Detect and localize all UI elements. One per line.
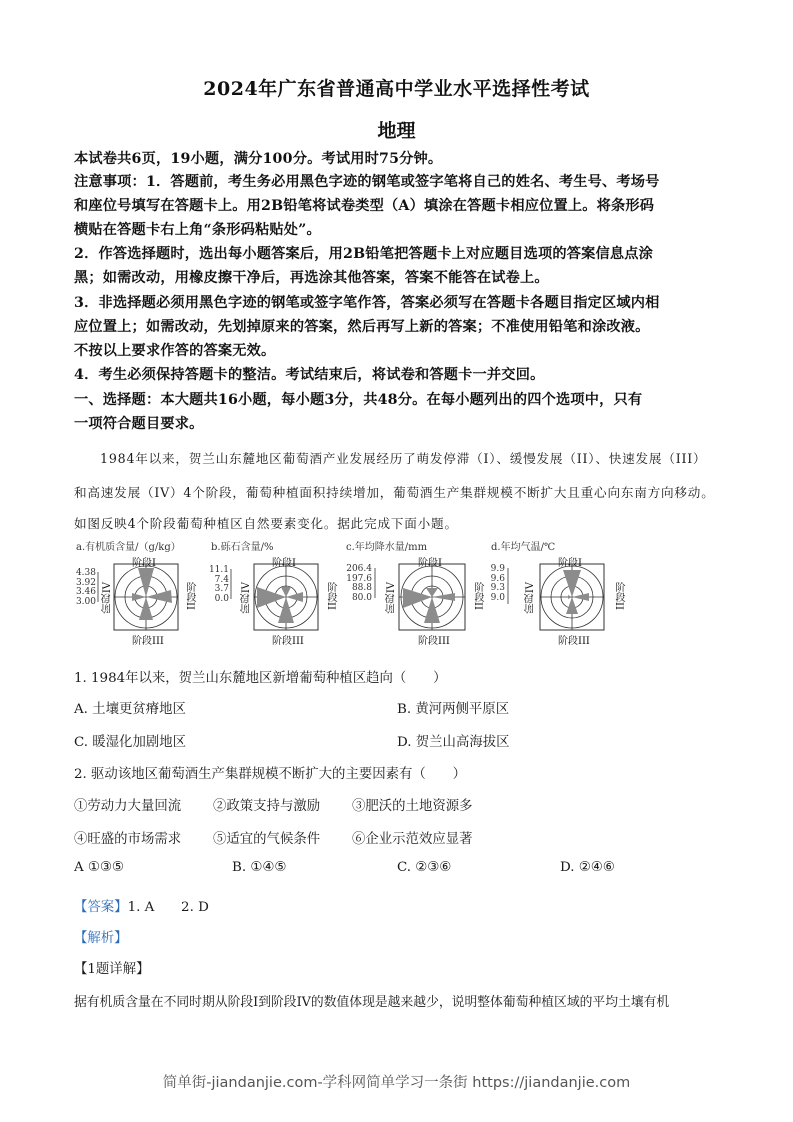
chart-precipitation xyxy=(342,538,492,656)
notice-line: 黑；如需改动，用橡皮擦干净后，再选涂其他答案，答案不能答在试卷上。 xyxy=(74,270,549,286)
exam-intro: 本试卷共6页，19小题，满分100分。考试用时75分钟。 xyxy=(74,151,443,167)
q1-option-a: A. 土壤更贫瘠地区 xyxy=(74,702,186,717)
q2-factor: ①劳动力大量回流 xyxy=(74,799,182,814)
axis-label: 阶段I xyxy=(132,558,156,569)
answer-label-open: 【 xyxy=(74,900,88,915)
q2-factor: ⑥企业示范效应显著 xyxy=(352,832,473,847)
notice-line: 注意事项：1．答题前，考生务必用黑色字迹的钢笔或签字笔将自己的姓名、考生号、考场号 xyxy=(74,174,660,190)
axis-label: 阶段III xyxy=(418,636,450,647)
q2-option-c: C. ②③⑥ xyxy=(397,860,452,875)
q2-factor: ④旺盛的市场需求 xyxy=(74,832,182,847)
notice-line: 不按以上要求作答的答案无效。 xyxy=(74,343,276,359)
chart-ticks: 11.1 7.4 3.7 0.0 xyxy=(208,565,229,604)
section-heading: 一、选择题：本大题共16小题，每小题3分，共48分。在每小题列出的四个选项中，只有 xyxy=(74,392,643,408)
passage-line: 如图反映4个阶段葡萄种植区自然要素变化。据此完成下面小题。 xyxy=(74,516,458,531)
chart-temperature xyxy=(487,538,637,656)
analysis-label-close: 】 xyxy=(114,931,128,946)
answer-text: 1. A 2. D xyxy=(127,900,209,915)
chart-title: c.年均降水量/mm xyxy=(346,542,428,553)
notice-line: 3．非选择题必须用黑色字迹的钢笔或签字笔作答，答案必须写在答题卡各题目指定区域内相 xyxy=(74,295,660,311)
axis-label: 阶段IV xyxy=(525,582,536,614)
detail-text: 据有机质含量在不同时期从阶段I到阶段IV的数值体现是越来越少，说明整体葡萄种植区域的平均土壤有机 xyxy=(74,995,670,1010)
analysis-heading xyxy=(74,927,128,946)
q2-factor: ③肥沃的土地资源多 xyxy=(352,799,473,814)
answer-label: 答案 xyxy=(87,900,115,915)
chart-title: d.年均气温/℃ xyxy=(491,542,556,553)
q1-option-c: C. 暖湿化加剧地区 xyxy=(74,735,187,750)
axis-label: 阶段I xyxy=(558,558,582,569)
notice-line: 4．考生必须保持答题卡的整洁。考试结束后，将试卷和答题卡一并交回。 xyxy=(74,367,545,383)
q2-option-d: D. ②④⑥ xyxy=(560,860,615,875)
notice-line: 2．作答选择题时，选出每小题答案后，用2B铅笔把答题卡上对应题目选项的答案信息点涂 xyxy=(74,246,654,262)
q1-option-d: D. 贺兰山高海拔区 xyxy=(397,735,510,750)
analysis-label-open: 【 xyxy=(74,931,88,946)
q2-factor: ②政策支持与激励 xyxy=(213,799,321,814)
chart-title: a.有机质含量/（g/kg） xyxy=(76,542,181,553)
analysis-label: 解析 xyxy=(87,931,115,946)
axis-label: 阶段III xyxy=(272,636,304,647)
axis-label: 阶段III xyxy=(558,636,590,647)
q2-option-b: B. ①④⑤ xyxy=(232,860,287,875)
axis-label: 阶段I xyxy=(272,558,296,569)
section-heading: 一项符合题目要求。 xyxy=(74,416,204,432)
answer-line xyxy=(74,896,209,915)
chart-gravel-content xyxy=(207,538,347,656)
axis-label: 阶段I xyxy=(418,558,442,569)
axis-label: 阶段II xyxy=(472,582,483,610)
chart-organic-matter xyxy=(72,538,212,656)
axis-label: 阶段IV xyxy=(102,582,113,614)
q1-option-b: B. 黄河两侧平原区 xyxy=(397,702,510,717)
chart-ticks: 4.38 3.92 3.46 3.00 xyxy=(75,568,96,607)
passage-line: 1984年以来，贺兰山东麓地区葡萄酒产业发展经历了萌发停滞（I）、缓慢发展（II）、快速发展（III） xyxy=(100,451,707,466)
axis-label: 阶段III xyxy=(132,636,164,647)
axis-label: 阶段II xyxy=(184,582,195,610)
detail-heading: 【1题详解】 xyxy=(74,962,150,977)
notice-line: 应位置上；如需改动，先划掉原来的答案，然后再写上新的答案；不准使用铅笔和涂改液。 xyxy=(74,319,650,335)
chart-title: b.砾石含量/% xyxy=(211,542,274,553)
notice-line: 横贴在答题卡右上角“条形码粘贴处”。 xyxy=(74,222,321,238)
notice-line: 和座位号填写在答题卡上。用2B铅笔将试卷类型（A）填涂在答题卡相应位置上。将条形码 xyxy=(74,198,655,214)
q2-option-a: A ①③⑤ xyxy=(74,860,124,875)
answer-label-close: 】 xyxy=(114,900,128,915)
axis-label: 阶段IV xyxy=(241,582,252,614)
chart-ticks: 206.4 197.6 88.8 80.0 xyxy=(346,564,372,603)
chart-ticks: 9.9 9.6 9.3 9.0 xyxy=(490,564,505,603)
axis-label: 阶段II xyxy=(613,582,624,610)
question-2-stem: 2. 驱动该地区葡萄酒生产集群规模不断扩大的主要因素有（ ） xyxy=(74,767,466,782)
passage-line: 和高速发展（IV）4个阶段，葡萄种植面积持续增加，葡萄酒生产集群规模不断扩大且重心向东南方向移动。 xyxy=(74,485,715,500)
exam-title: 2024年广东省普通高中学业水平选择性考试 xyxy=(203,78,590,100)
question-1-stem: 1. 1984年以来，贺兰山东麓地区新增葡萄种植区趋向（ ） xyxy=(74,671,447,686)
axis-label: 阶段II xyxy=(325,582,336,610)
axis-label: 阶段IV xyxy=(386,582,397,614)
subject-title: 地理 xyxy=(377,120,416,142)
page-footer: 简单街-jiandanjie.com-学科网简单学习一条街 https://jiandanjie.com xyxy=(162,1075,631,1091)
q2-factor: ⑤适宜的气候条件 xyxy=(213,832,321,847)
